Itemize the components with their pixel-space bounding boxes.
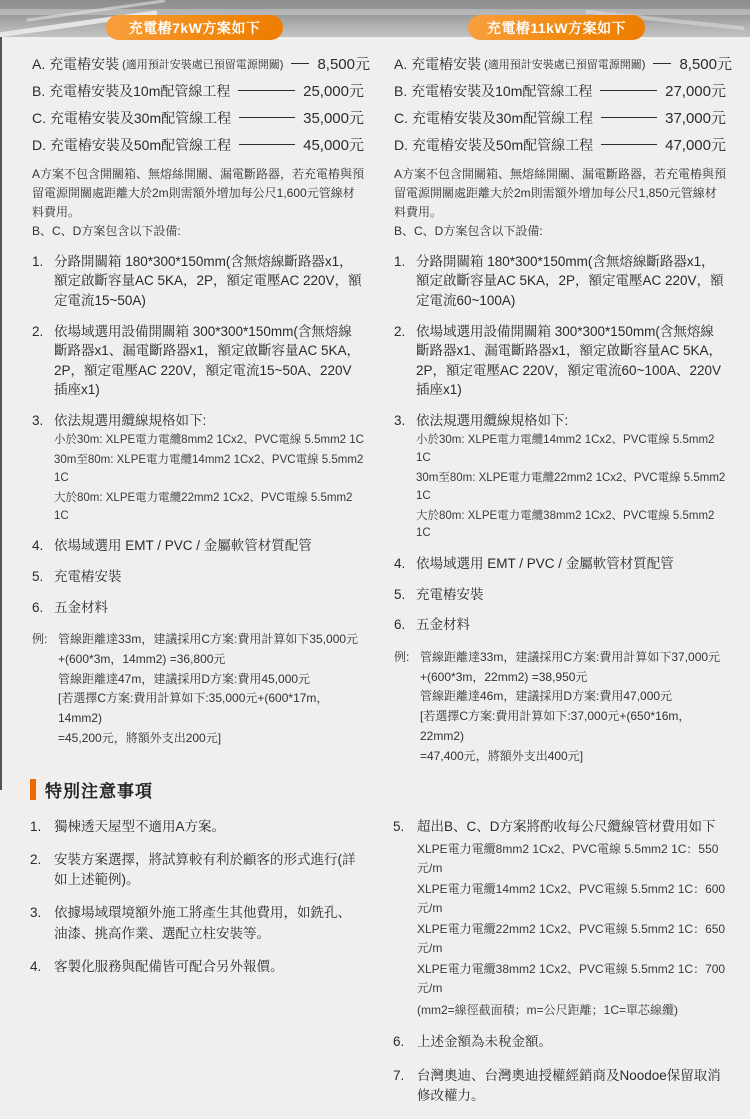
example-line: 管線距離達33m，建議採用C方案:費用計算如下35,000元	[58, 632, 359, 647]
cable-spec-line: 小於30m: XLPE電力電纜14mm2 1Cx2、PVC電線 5.5mm2 1C	[416, 434, 715, 465]
special-notes-header	[30, 777, 726, 802]
special-note-1	[30, 817, 363, 837]
special-notes-left	[30, 817, 363, 1119]
item-text: 上述金額為未稅金額。	[417, 1034, 552, 1050]
price-row-b	[394, 80, 726, 101]
price-value: 8,500元	[317, 56, 370, 73]
cable-fee-line: XLPE電力電纜22mm2 1Cx2、PVC電線 5.5mm2 1C：650元/m	[417, 922, 726, 955]
price-value: 47,000元	[665, 137, 726, 154]
orange-bar-icon	[30, 779, 36, 800]
item-number: 4.	[32, 538, 44, 554]
item-number: 1.	[30, 818, 42, 834]
item-text: 獨棟透天屋型不適用A方案。	[54, 818, 226, 834]
cable-fee-line: XLPE電力電纜14mm2 1Cx2、PVC電線 5.5mm2 1C：600元/m	[417, 882, 726, 915]
special-note-4	[30, 957, 363, 977]
example-prefix: 例:	[394, 649, 410, 664]
item-number: 3.	[30, 905, 42, 921]
example-prefix: 例:	[32, 632, 48, 647]
example-line: =45,200元，將額外支出200元]	[58, 731, 222, 746]
price-row-a	[32, 53, 370, 74]
item-number: 1.	[394, 253, 406, 269]
price-label-note: (適用預計安裝處已預留電源開關)	[122, 58, 284, 71]
example-line: 管線距離達46m，建議採用D方案:費用47,000元	[420, 689, 673, 704]
item-number: 4.	[30, 958, 42, 974]
item-number: 3.	[32, 412, 44, 428]
leader-line	[653, 63, 671, 64]
price-label: A. 充電樁安裝	[32, 55, 120, 72]
item-text: 依場域選用 EMT / PVC / 金屬軟管材質配管	[416, 556, 674, 572]
road-light-band	[0, 9, 750, 15]
item-text: 超出B、C、D方案將酌收每公尺纜線管材費用如下	[417, 818, 716, 834]
plan-note-a: A方案不包含開關箱、無熔絲開關、漏電斷路器，若充電樁與預留電源開關處距離大於2m則需額外增加每公尺1,850元管線材料費用。	[394, 167, 727, 219]
price-value: 8,500元	[679, 56, 732, 73]
item-text: 依場域選用設備開關箱 300*300*150mm(含無熔線斷路器x1、漏電斷路器x1，額定啟斷容量AC 5KA，2P，額定電壓AC 220V，額定電流60~100A、220V 插座x1)	[416, 323, 723, 398]
equipment-item-4	[394, 554, 726, 574]
item-text: 依據場域環境額外施工將產生其他費用，如銑孔、油漆、挑高作業、選配立柱安裝等。	[54, 905, 351, 941]
price-value: 27,000元	[665, 83, 726, 100]
cost-example	[32, 630, 364, 749]
cable-spec-line: 30m至80m: XLPE電力電纜22mm2 1Cx2、PVC電線 5.5mm2 1C	[416, 471, 726, 502]
special-notes-right	[393, 817, 726, 1119]
equipment-item-5	[394, 585, 726, 605]
special-note-6	[393, 1032, 726, 1052]
item-text: 分路開關箱 180*300*150mm(含無熔線斷路器x1，額定啟斷容量AC 5KA，2P，額定電壓AC 220V，額定電流15~50A)	[54, 253, 362, 308]
price-value: 37,000元	[665, 110, 726, 127]
price-row-d	[32, 134, 364, 155]
example-line: 管線距離達47m，建議採用D方案:費用45,000元	[58, 671, 311, 686]
special-note-3	[30, 903, 363, 944]
example-line: [若選擇C方案:費用計算如下:37,000元+(650*16m，22mm2)	[420, 709, 691, 744]
example-line: +(600*3m，14mm2) =36,800元	[58, 651, 226, 666]
leader-line	[601, 144, 657, 145]
price-row-a	[394, 53, 732, 74]
price-label: C. 充電樁安裝及30m配管線工程	[394, 109, 594, 126]
price-label: D. 充電樁安裝及50m配管線工程	[32, 136, 232, 153]
item-text: 客製化服務與配備皆可配合另外報價。	[54, 958, 284, 974]
item-number: 6.	[393, 1034, 405, 1050]
cable-spec-line: 30m至80m: XLPE電力電纜14mm2 1Cx2、PVC電線 5.5mm2 1C	[54, 454, 364, 484]
item-text: 依法規選用纜線規格如下:	[54, 412, 207, 428]
plan-column-7kw	[32, 53, 370, 767]
item-number: 3.	[394, 412, 406, 428]
price-label: C. 充電樁安裝及30m配管線工程	[32, 109, 232, 126]
special-note-7	[393, 1066, 726, 1107]
cable-spec-line: 大於80m: XLPE電力電纜38mm2 1Cx2、PVC電線 5.5mm2 1C	[416, 509, 715, 540]
item-number: 5.	[393, 818, 405, 834]
price-row-c	[394, 107, 726, 128]
equipment-item-1	[32, 252, 364, 311]
item-text: 五金材料	[416, 617, 470, 633]
leader-line	[238, 90, 295, 91]
plan-badge-7kw: 充電樁7kW方案如下	[106, 15, 283, 40]
item-number: 1.	[32, 253, 44, 269]
plan-column-11kw	[394, 53, 732, 767]
cost-example	[394, 648, 726, 767]
item-number: 6.	[32, 599, 44, 615]
equipment-item-6	[394, 615, 726, 635]
plan-note-a: A方案不包含開關箱、無熔絲開關、漏電斷路器，若充電樁與預留電源開關處距離大於2m則需額外增加每公尺1,600元管線材料費用。	[32, 167, 365, 219]
example-line: 管線距離達33m，建議採用C方案:費用計算如下37,000元	[420, 649, 721, 664]
price-row-b	[32, 80, 364, 101]
item-text: 依場域選用設備開關箱 300*300*150mm(含無熔線斷路器x1、漏電斷路器x1，額定啟斷容量AC 5KA，2P，額定電壓AC 220V，額定電流15~50A、220V 插座x1)	[54, 323, 361, 398]
plan-note-bcd: B、C、D方案包含以下設備:	[394, 223, 543, 238]
item-number: 5.	[394, 586, 406, 602]
price-label: D. 充電樁安裝及50m配管線工程	[394, 136, 594, 153]
cable-spec-line: 小於30m: XLPE電力電纜8mm2 1Cx2、PVC電線 5.5mm2 1C	[54, 434, 364, 447]
equipment-item-2	[32, 322, 364, 400]
left-edge-line	[0, 37, 2, 790]
item-number: 2.	[32, 323, 44, 339]
item-text: 充電樁安裝	[54, 568, 122, 584]
equipment-item-5	[32, 567, 364, 587]
item-text: 安裝方案選擇，將試算較有利於顧客的形式進行(詳如上述範例)。	[54, 851, 356, 888]
item-text: 分路開關箱 180*300*150mm(含無熔線斷路器x1，額定啟斷容量AC 5KA，2P，額定電壓AC 220V，額定電流60~100A)	[416, 253, 724, 308]
item-text: 依場域選用 EMT / PVC / 金屬軟管材質配管	[54, 538, 312, 554]
example-line: =47,400元，將額外支出400元]	[420, 748, 584, 763]
price-label: B. 充電樁安裝及10m配管線工程	[394, 82, 593, 99]
item-text: 五金材料	[54, 599, 108, 615]
price-label: A. 充電樁安裝	[394, 55, 482, 72]
item-number: 5.	[32, 568, 44, 584]
special-notes-title: 特別注意事項	[45, 781, 153, 801]
leader-line	[239, 144, 295, 145]
equipment-item-3	[32, 411, 364, 526]
item-text: 台灣奧迪、台灣奧迪授權經銷商及Noodoe保留取消修改權力。	[417, 1067, 721, 1103]
item-number: 2.	[394, 323, 406, 339]
cable-fee-legend: (mm2=線徑截面積；m=公尺距離；1C=單芯線纜)	[417, 1002, 679, 1017]
plan-note-bcd: B、C、D方案包含以下設備:	[32, 223, 181, 238]
equipment-item-4	[32, 536, 364, 556]
special-notes-section	[0, 777, 750, 1119]
cable-fee-line: XLPE電力電纜38mm2 1Cx2、PVC電線 5.5mm2 1C：700元/m	[417, 962, 726, 996]
plan-badge-11kw: 充電樁11kW方案如下	[468, 15, 645, 40]
equipment-item-3	[394, 411, 726, 543]
equipment-item-1	[394, 252, 726, 311]
price-row-d	[394, 134, 726, 155]
special-note-2	[30, 850, 363, 891]
item-number: 6.	[394, 617, 406, 633]
leader-line	[601, 117, 657, 118]
equipment-item-6	[32, 598, 364, 618]
item-text: 依法規選用纜線規格如下:	[416, 412, 569, 428]
price-row-c	[32, 107, 364, 128]
item-text: 充電樁安裝	[416, 586, 484, 602]
equipment-item-2	[394, 322, 726, 400]
price-label: B. 充電樁安裝及10m配管線工程	[32, 82, 231, 99]
price-value: 45,000元	[303, 137, 364, 154]
special-note-5	[393, 817, 726, 1020]
example-line: +(600*3m，22mm2) =38,950元	[420, 669, 588, 684]
leader-line	[239, 117, 295, 118]
example-line: [若選擇C方案:費用計算如下:35,000元+(600*17m，14mm2)	[58, 691, 329, 726]
item-number: 7.	[393, 1067, 405, 1083]
price-label-note: (適用預計安裝處已預留電源開關)	[484, 58, 646, 71]
cable-fee-line: XLPE電力電纜8mm2 1Cx2、PVC電線 5.5mm2 1C：550 元/m	[417, 841, 719, 875]
price-value: 35,000元	[303, 110, 364, 127]
item-number: 2.	[30, 851, 42, 867]
item-number: 4.	[394, 556, 406, 572]
leader-line	[600, 90, 657, 91]
cable-spec-line: 大於80m: XLPE電力電纜22mm2 1Cx2、PVC電線 5.5mm2 1C	[54, 491, 353, 522]
price-value: 25,000元	[303, 83, 364, 100]
leader-line	[291, 63, 309, 64]
